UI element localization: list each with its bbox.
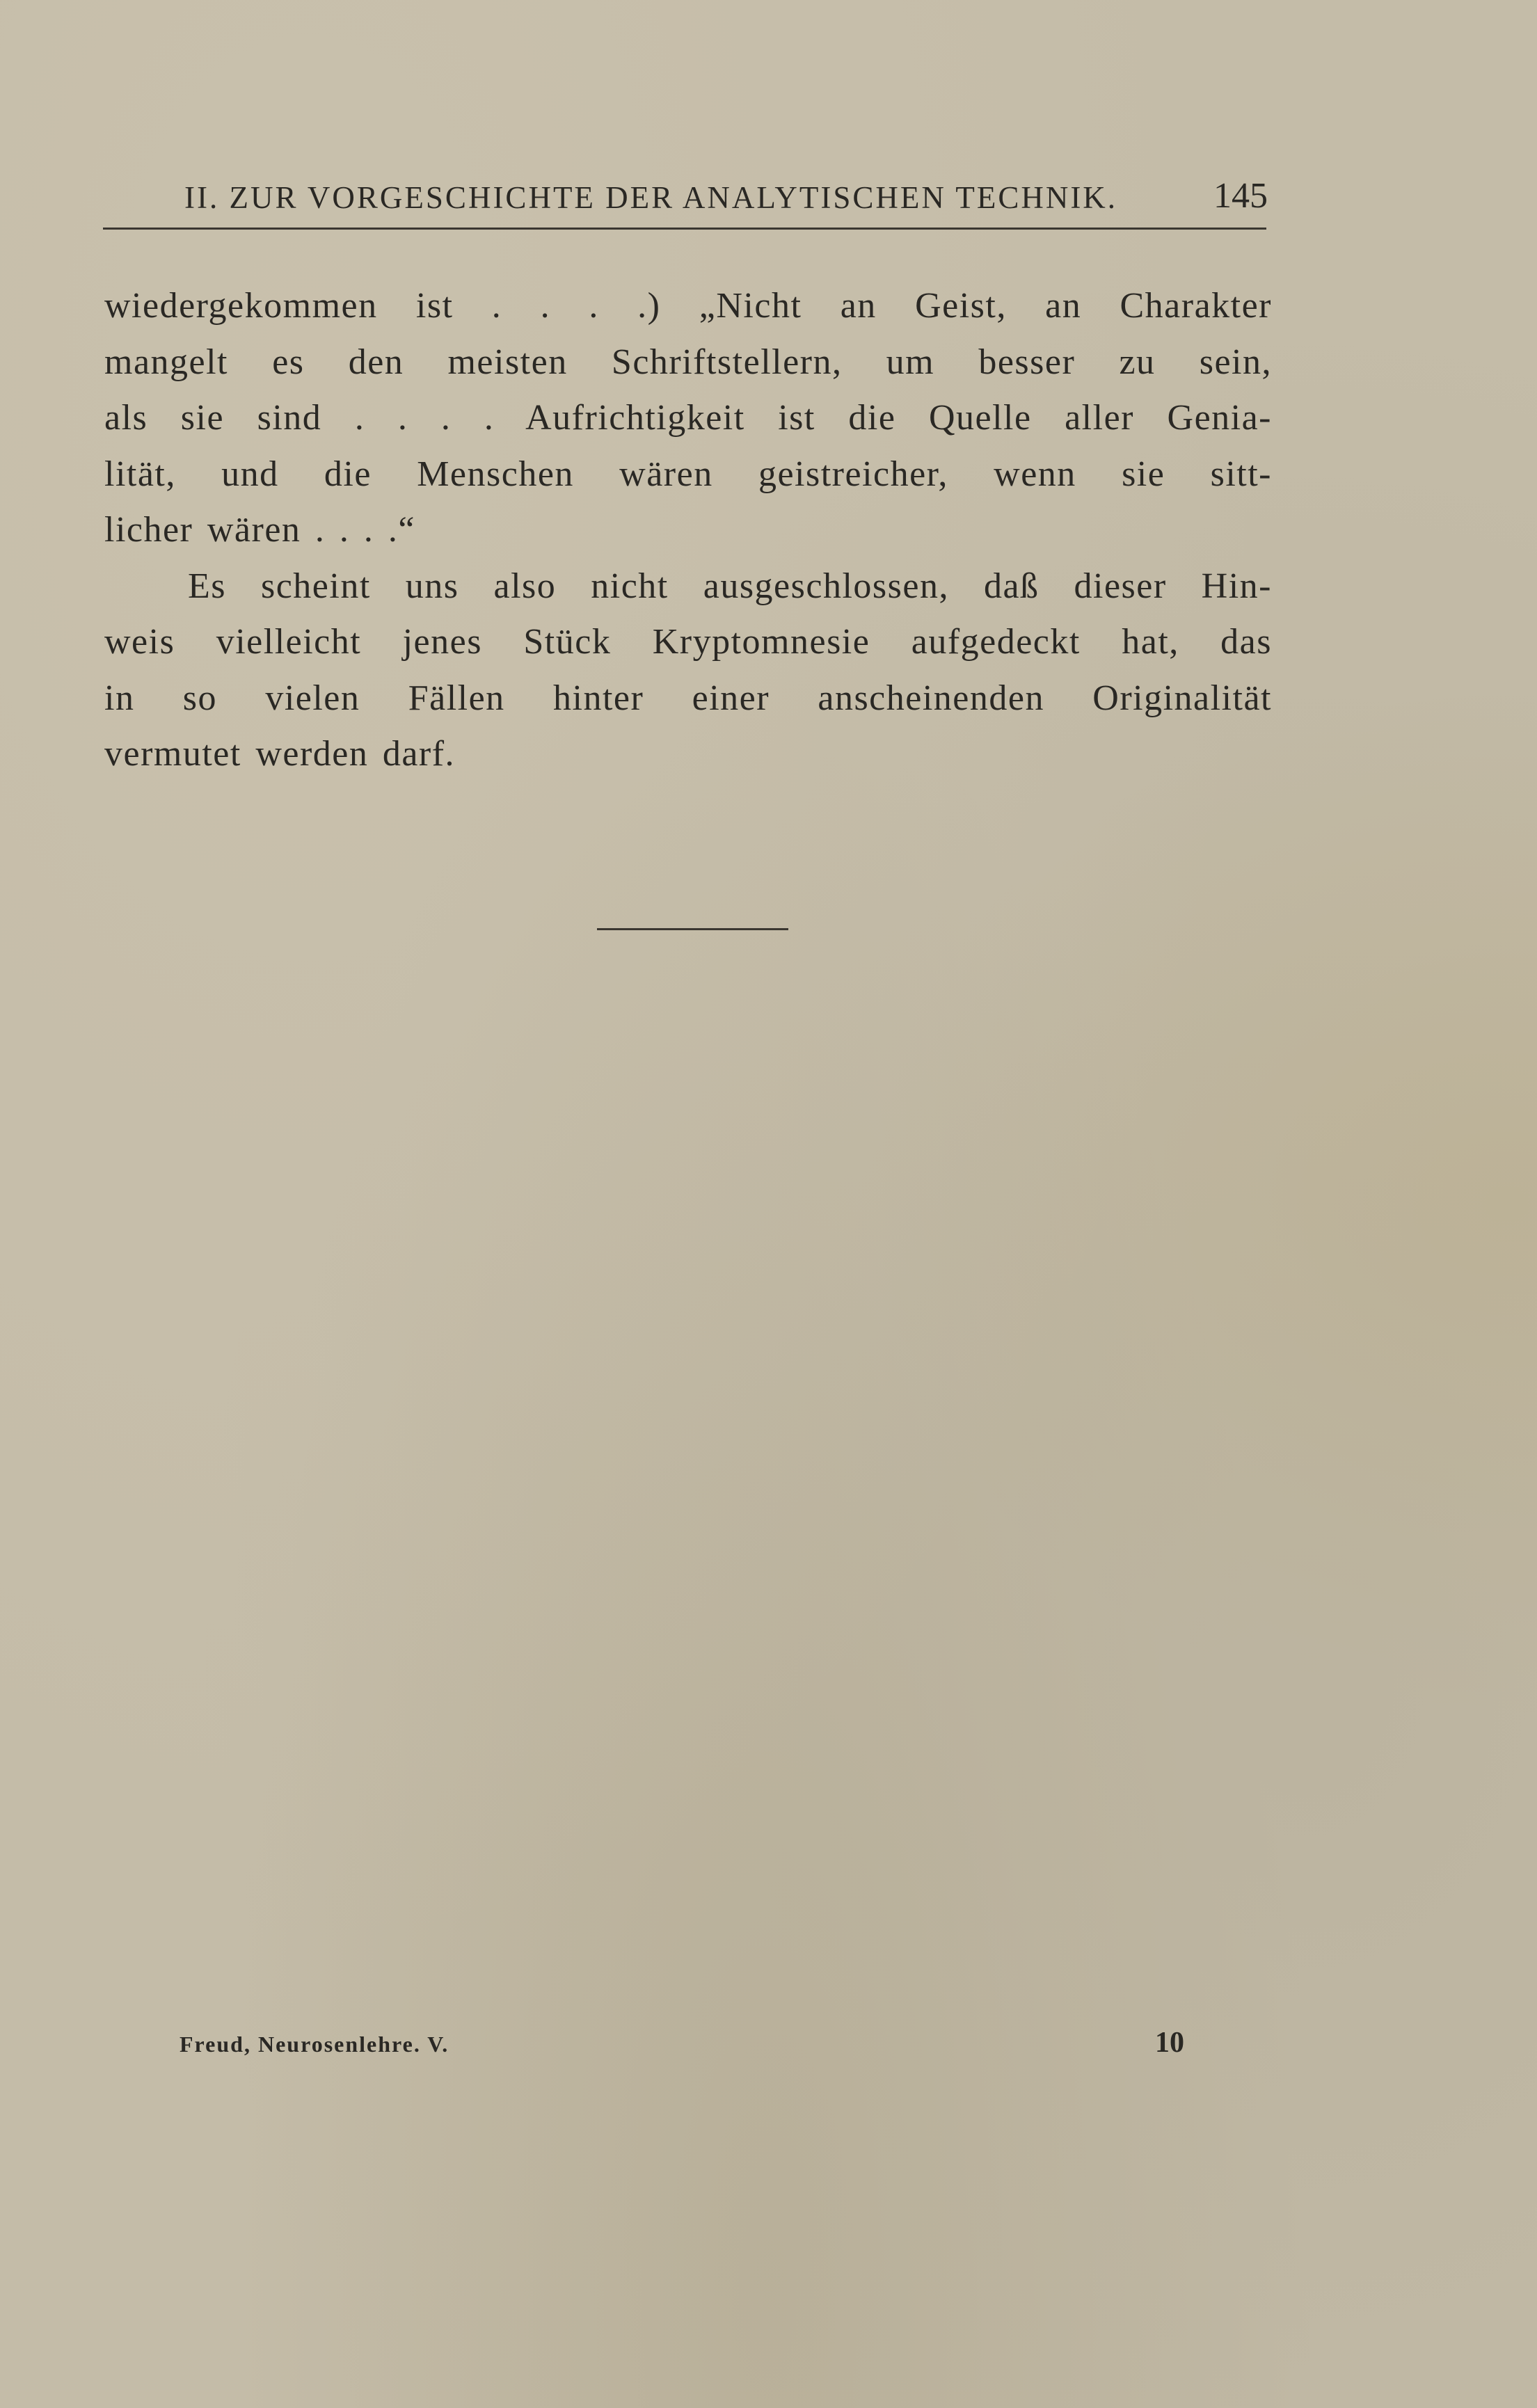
paragraph-start-line: Es scheint uns also nicht ausgeschlossen, daß dieser Hin- bbox=[188, 566, 1272, 606]
text-line: in so vielen Fällen hinter einer anscheinenden Originalität bbox=[104, 678, 1272, 718]
text-line: wiedergekommen ist . . . .) „Nicht an Geist, an Charakter bbox=[104, 286, 1272, 326]
text-line: mangelt es den meisten Schriftstellern, um besser zu sein, bbox=[104, 342, 1272, 382]
text-line: weis vielleicht jenes Stück Kryptomnesie aufgedeckt hat, das bbox=[104, 622, 1272, 662]
running-head bbox=[104, 176, 1268, 221]
text-line: als sie sind . . . . Aufrichtigkeit ist die Quelle aller Genia- bbox=[104, 398, 1272, 438]
section-end-rule bbox=[597, 928, 788, 930]
text-line: lität, und die Menschen wären geistreicher, wenn sie sitt- bbox=[104, 454, 1272, 494]
printer-signature: Freud, Neurosenlehre. V. bbox=[180, 2032, 449, 2057]
text-line: licher wären . . . .“ bbox=[104, 510, 415, 550]
text-line: vermutet werden darf. bbox=[104, 734, 456, 774]
body-text bbox=[104, 278, 1272, 783]
page-number: 145 bbox=[1213, 176, 1268, 216]
running-title: II. ZUR VORGESCHICHTE DER ANALYTISCHEN TECHNIK. bbox=[184, 180, 1118, 215]
header-rule bbox=[103, 228, 1266, 230]
sheet-number: 10 bbox=[1155, 2027, 1184, 2059]
